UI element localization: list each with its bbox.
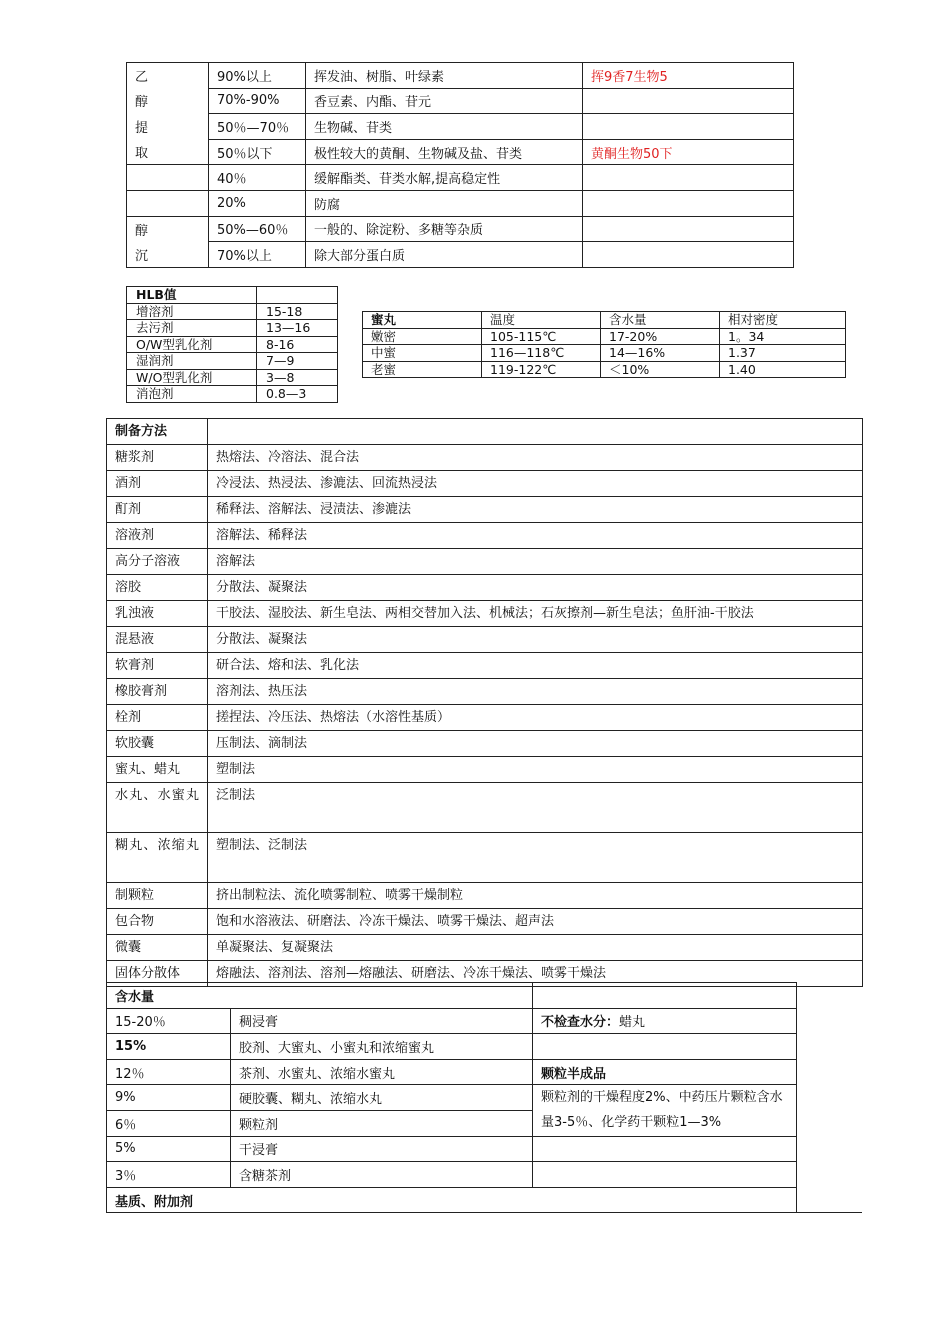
moisture-forms: 稠浸膏	[231, 1008, 533, 1034]
table-row	[363, 328, 846, 345]
dosage-form: 混悬液	[107, 627, 208, 653]
prep-method-table	[106, 418, 863, 987]
table-cell: 14—16%	[601, 345, 720, 362]
dosage-form: 蜜丸、蜡丸	[107, 757, 208, 783]
dosage-form: 糊丸、浓缩丸	[107, 833, 208, 883]
mnemonic-note	[583, 216, 794, 242]
prep-method: 溶解法	[208, 549, 863, 575]
moisture-value: 15%	[107, 1034, 231, 1060]
dosage-form: 制颗粒	[107, 883, 208, 909]
table-row	[127, 216, 794, 242]
table-row	[127, 165, 794, 191]
table-header-row	[363, 312, 846, 329]
prep-method: 泛制法	[208, 783, 863, 833]
prep-method: 塑制法、泛制法	[208, 833, 863, 883]
prep-method: 饱和水溶液法、研磨法、冷冻干燥法、喷雾干燥法、超声法	[208, 909, 863, 935]
prep-method: 分散法、凝聚法	[208, 627, 863, 653]
table-cell: 116—118℃	[482, 345, 601, 362]
dosage-form: 糖浆剂	[107, 445, 208, 471]
table-row	[107, 783, 863, 833]
ethanol-table	[126, 62, 794, 268]
moisture-value: 15-20％	[107, 1008, 231, 1034]
mnemonic-note: 挥9香7生物5	[583, 63, 794, 89]
table-row	[107, 679, 863, 705]
table-row	[127, 114, 794, 140]
table-cell: ＜10%	[601, 361, 720, 378]
hlb-value: 0.8—3	[257, 386, 338, 403]
concentration: 40％	[209, 165, 306, 191]
prep-method: 搓捏法、冷压法、热熔法（水溶性基质）	[208, 705, 863, 731]
table-row	[107, 909, 863, 935]
dosage-form: 橡胶膏剂	[107, 679, 208, 705]
prep-method: 熔融法、溶剂法、溶剂—熔融法、研磨法、冷冻干燥法、喷雾干燥法	[208, 961, 863, 987]
dosage-form: 包合物	[107, 909, 208, 935]
hlb-value: 7—9	[257, 353, 338, 370]
extract-target: 生物碱、苷类	[306, 114, 583, 140]
moisture-header: 含水量	[107, 983, 533, 1009]
table-row	[127, 303, 338, 320]
dosage-form: 高分子溶液	[107, 549, 208, 575]
hlb-name: 去污剂	[127, 320, 257, 337]
group-label: 取	[127, 139, 209, 165]
group-label: 乙	[127, 63, 209, 89]
group-label: 醇	[127, 216, 209, 242]
mnemonic-note	[583, 190, 794, 216]
prep-method: 分散法、凝聚法	[208, 575, 863, 601]
table-row	[107, 883, 863, 909]
mnemonic-note	[583, 165, 794, 191]
moisture-table	[106, 982, 797, 1213]
table-row	[127, 386, 338, 403]
moisture-forms: 含糖茶剂	[231, 1162, 533, 1188]
hlb-name: 增溶剂	[127, 303, 257, 320]
table-cell: 1.37	[720, 345, 846, 362]
table-row	[363, 345, 846, 362]
footer-label: 基质、附加剂	[107, 1187, 797, 1213]
moisture-forms: 硬胶囊、糊丸、浓缩水丸	[231, 1085, 533, 1111]
concentration: 70%-90%	[209, 88, 306, 114]
prep-method: 稀释法、溶解法、浸渍法、渗漉法	[208, 497, 863, 523]
dosage-form: 固体分散体	[107, 961, 208, 987]
moisture-value: 5%	[107, 1136, 231, 1162]
dosage-form: 栓剂	[107, 705, 208, 731]
extract-target: 缓解酯类、苷类水解,提高稳定性	[306, 165, 583, 191]
prep-method: 冷浸法、热浸法、渗漉法、回流热浸法	[208, 471, 863, 497]
table-cell: 老蜜	[363, 361, 482, 378]
dosage-form: 溶液剂	[107, 523, 208, 549]
concentration: 20%	[209, 190, 306, 216]
column-header: 含水量	[601, 312, 720, 329]
hlb-name: W/O型乳化剂	[127, 369, 257, 386]
table-row	[107, 601, 863, 627]
prep-method: 研合法、熔和法、乳化法	[208, 653, 863, 679]
prep-method: 挤出制粒法、流化喷雾制粒、喷雾干燥制粒	[208, 883, 863, 909]
table-row	[127, 242, 794, 268]
group-label: 沉	[127, 242, 209, 268]
table-cell: 105-115℃	[482, 328, 601, 345]
mnemonic-note: 黄酮生物50下	[583, 139, 794, 165]
prep-method: 压制法、滴制法	[208, 731, 863, 757]
table-row	[127, 369, 338, 386]
concentration: 70%以上	[209, 242, 306, 268]
moisture-forms: 干浸膏	[231, 1136, 533, 1162]
hlb-value: 8-16	[257, 336, 338, 353]
table-row	[107, 523, 863, 549]
column-header: 温度	[482, 312, 601, 329]
concentration: 50%—60％	[209, 216, 306, 242]
extract-target: 一般的、除淀粉、多糖等杂质	[306, 216, 583, 242]
dosage-form: 溶胶	[107, 575, 208, 601]
no-check-value: 蜡丸	[619, 1015, 646, 1031]
hlb-name: 消泡剂	[127, 386, 257, 403]
group-label: 醇	[127, 88, 209, 114]
prep-header: 制备方法	[107, 419, 208, 445]
column-header: 蜜丸	[363, 312, 482, 329]
dosage-form: 微囊	[107, 935, 208, 961]
group-label	[127, 165, 209, 191]
column-header: 相对密度	[720, 312, 846, 329]
extract-target: 防腐	[306, 190, 583, 216]
moisture-forms: 茶剂、水蜜丸、浓缩水蜜丸	[231, 1059, 533, 1085]
table-row	[127, 320, 338, 337]
concentration: 90%以上	[209, 63, 306, 89]
granule-text: 颗粒剂的干燥程度2%、中药压片颗粒含水量3-5％、化学药干颗粒1—3%	[533, 1085, 797, 1136]
mnemonic-note	[583, 88, 794, 114]
extract-target: 香豆素、内酯、苷元	[306, 88, 583, 114]
dosage-form: 酒剂	[107, 471, 208, 497]
table-row	[107, 757, 863, 783]
table-row	[127, 63, 794, 89]
table-row	[127, 336, 338, 353]
table-row	[127, 139, 794, 165]
mnemonic-note	[583, 114, 794, 140]
group-label	[127, 190, 209, 216]
extract-target: 除大部分蛋白质	[306, 242, 583, 268]
mnemonic-note	[583, 242, 794, 268]
no-check-label: 不检查水分：	[541, 1015, 620, 1031]
concentration: 50％以下	[209, 139, 306, 165]
table-row	[363, 361, 846, 378]
no-check-cell	[533, 1008, 797, 1034]
table-row	[127, 353, 338, 370]
moisture-value: 3％	[107, 1162, 231, 1188]
table-row	[127, 88, 794, 114]
moisture-forms: 颗粒剂	[231, 1110, 533, 1136]
prep-method: 溶解法、稀释法	[208, 523, 863, 549]
table-row	[107, 497, 863, 523]
concentration: 50％—70％	[209, 114, 306, 140]
hlb-value: 13—16	[257, 320, 338, 337]
divider	[795, 1212, 862, 1213]
hlb-header: HLB值	[127, 287, 257, 304]
dosage-form: 水丸、水蜜丸	[107, 783, 208, 833]
moisture-forms: 胶剂、大蜜丸、小蜜丸和浓缩蜜丸	[231, 1034, 533, 1060]
hlb-value: 3—8	[257, 369, 338, 386]
table-row	[107, 653, 863, 679]
hlb-name: O/W型乳化剂	[127, 336, 257, 353]
table-cell: 17-20%	[601, 328, 720, 345]
table-row	[107, 833, 863, 883]
table-row	[107, 731, 863, 757]
dosage-form: 软膏剂	[107, 653, 208, 679]
prep-method: 干胶法、湿胶法、新生皂法、两相交替加入法、机械法；石灰擦剂—新生皂法；鱼肝油-干胶法	[208, 601, 863, 627]
prep-method: 溶剂法、热压法	[208, 679, 863, 705]
moisture-value: 6％	[107, 1110, 231, 1136]
table-row	[107, 575, 863, 601]
dosage-form: 软胶囊	[107, 731, 208, 757]
hlb-value: 15-18	[257, 303, 338, 320]
table-cell: 嫩密	[363, 328, 482, 345]
dosage-form: 酊剂	[107, 497, 208, 523]
table-cell: 中蜜	[363, 345, 482, 362]
hlb-name: 湿润剂	[127, 353, 257, 370]
table-row	[107, 705, 863, 731]
granule-title: 颗粒半成品	[533, 1059, 797, 1085]
table-cell: 119-122℃	[482, 361, 601, 378]
extract-target: 挥发油、树脂、叶绿素	[306, 63, 583, 89]
table-row	[107, 935, 863, 961]
table-cell: 1.40	[720, 361, 846, 378]
honey-table	[362, 311, 846, 378]
dosage-form: 乳浊液	[107, 601, 208, 627]
prep-method: 单凝聚法、复凝聚法	[208, 935, 863, 961]
table-row	[107, 445, 863, 471]
table-row	[107, 549, 863, 575]
extract-target: 极性较大的黄酮、生物碱及盐、苷类	[306, 139, 583, 165]
hlb-table	[126, 286, 338, 403]
table-row	[127, 190, 794, 216]
table-row	[107, 627, 863, 653]
moisture-value: 9%	[107, 1085, 231, 1111]
table-row	[107, 471, 863, 497]
moisture-value: 12％	[107, 1059, 231, 1085]
prep-method: 塑制法	[208, 757, 863, 783]
prep-method: 热熔法、冷溶法、混合法	[208, 445, 863, 471]
group-label: 提	[127, 114, 209, 140]
table-cell: 1。34	[720, 328, 846, 345]
